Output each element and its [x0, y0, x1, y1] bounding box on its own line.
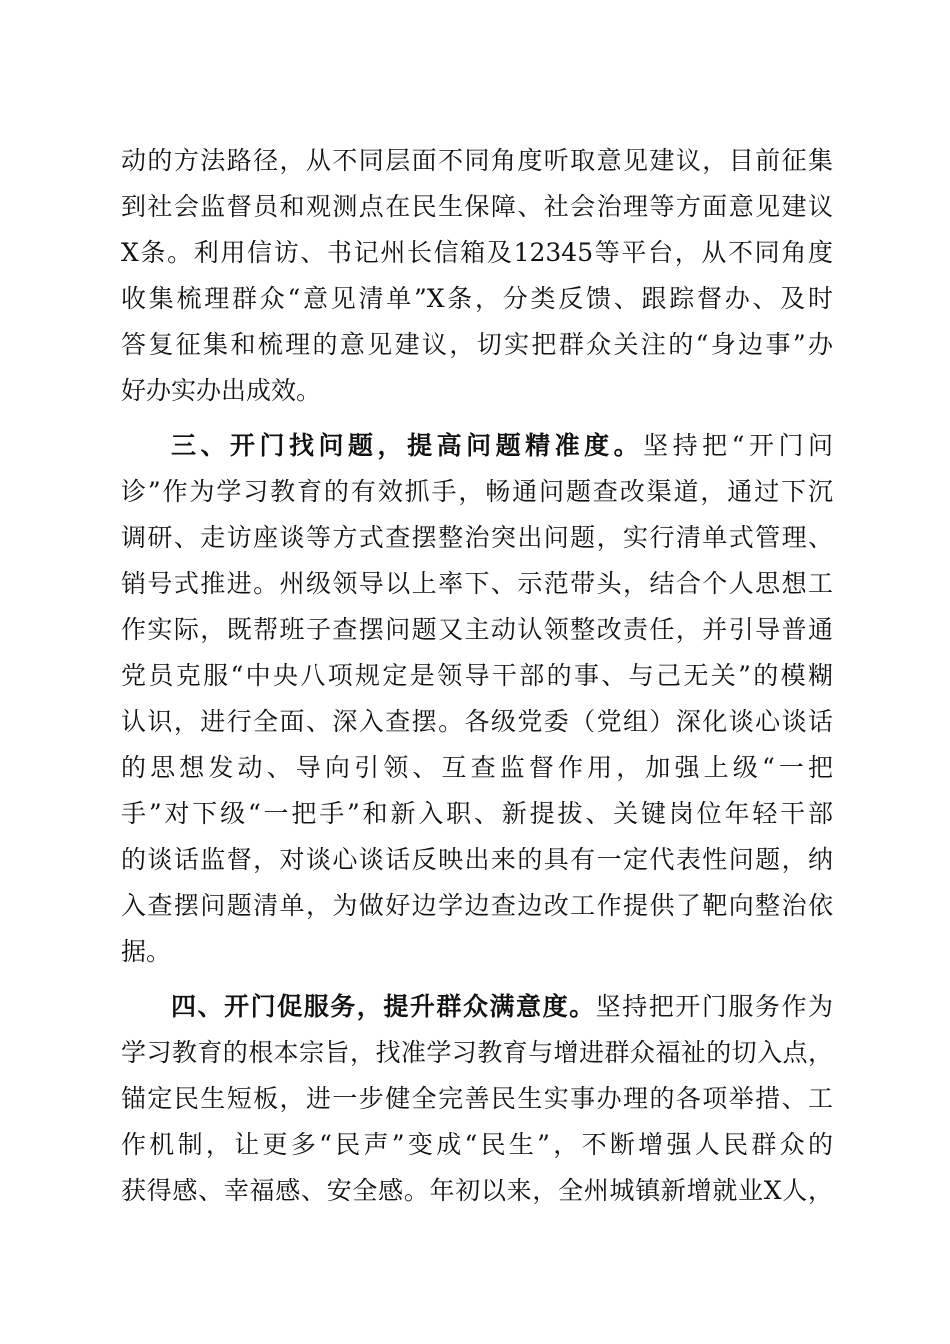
section-first-line [121, 423, 833, 469]
section-heading-4: 四、开门促服务，提升群众满意度。 [171, 992, 596, 1021]
paragraph-line: 作机制，让更多“民声”变成“民生”，不断增强人民群众的 [121, 1130, 833, 1159]
section-heading-3: 三、开门找问题，提高问题精准度。 [171, 431, 644, 460]
paragraph-line: 学习教育的根本宗旨，找准学习教育与增进群众福祉的切入点， [121, 1038, 833, 1067]
paragraph-line: 的思想发动、导向引领、互查监督作用，加强上级“一把 [121, 753, 833, 782]
document-body [121, 138, 833, 1214]
paragraph-line: 答复征集和梳理的意见建议，切实把群众关注的“身边事”办 [121, 330, 833, 359]
paragraph-line: 入查摆问题清单，为做好边学边查边改工作提供了靶向整治依 [121, 891, 833, 920]
paragraph-line: 收集梳理群众“意见清单”X条，分类反馈、跟踪督办、及时 [121, 284, 833, 313]
paragraph-line: 认识，进行全面、深入查摆。各级党委（党组）深化谈心谈话 [121, 707, 833, 736]
paragraph-line: 作实际，既帮班子查摆问题又主动认领整改责任，并引导普通 [121, 615, 833, 644]
paragraph-line: 动的方法路径，从不同层面不同角度听取意见建议，目前征集 [121, 146, 833, 175]
paragraph-line: 好办实办出成效。 [121, 376, 322, 405]
paragraph-line: 销号式推进。州级领导以上率下、示范带头，结合个人思想工 [121, 569, 833, 598]
paragraph-line: 调研、走访座谈等方式查摆整治突出问题，实行清单式管理、 [121, 523, 833, 552]
section-lead-text: 坚持把“开门问 [643, 431, 833, 460]
paragraph-line: 诊”作为学习教育的有效抓手，畅通问题查改渠道，通过下沉 [121, 477, 833, 506]
paragraph-line: X条。利用信访、书记州长信箱及12345等平台，从不同角度 [121, 238, 833, 267]
paragraph-line: 据。 [121, 937, 172, 966]
section-lead-text: 坚持把开门服务作为 [595, 992, 833, 1021]
paragraph-line: 到社会监督员和观测点在民生保障、社会治理等方面意见建议 [121, 192, 833, 221]
paragraph-line: 获得感、幸福感、安全感。年初以来，全州城镇新增就业X人， [121, 1176, 833, 1205]
paragraph-line: 锚定民生短板，进一步健全完善民生实事办理的各项举措、工 [121, 1084, 833, 1113]
paragraph-line: 手”对下级“一把手”和新入职、新提拔、关键岗位年轻干部 [121, 799, 833, 828]
section-first-line [121, 984, 833, 1030]
paragraph-line: 的谈话监督，对谈心谈话反映出来的具有一定代表性问题，纳 [121, 845, 833, 874]
paragraph-line: 党员克服“中央八项规定是领导干部的事、与己无关”的模糊 [121, 661, 833, 690]
